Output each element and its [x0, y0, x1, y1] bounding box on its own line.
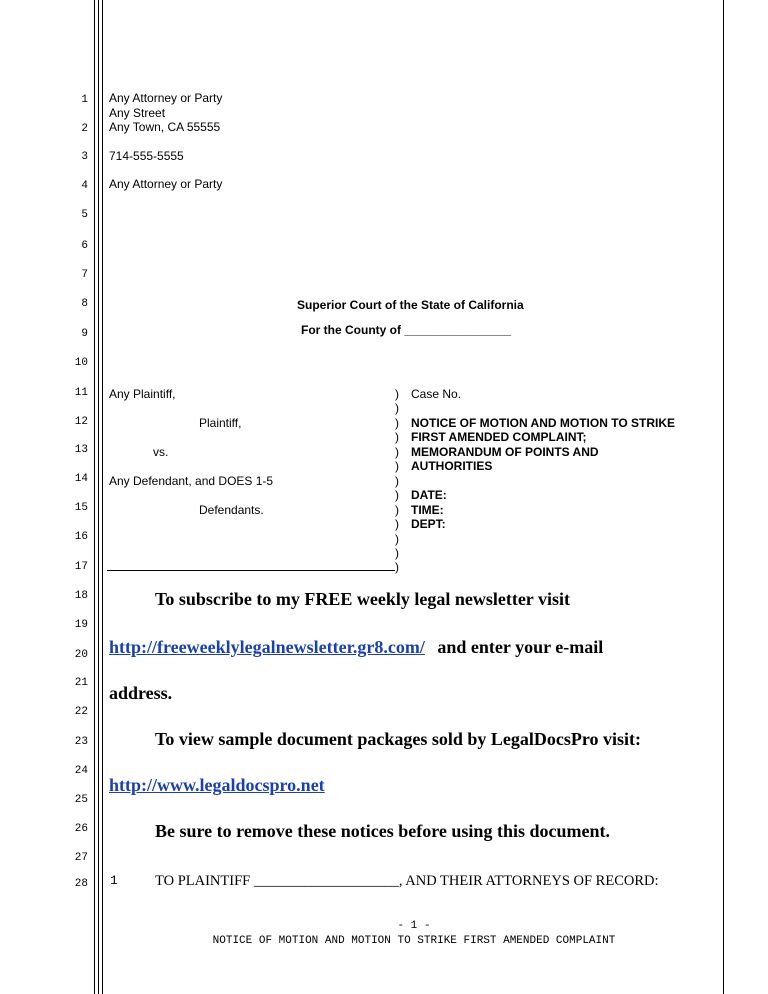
line-number: 4 — [81, 180, 88, 192]
line-number: 20 — [74, 649, 88, 661]
caption-paren: ) — [395, 459, 399, 473]
sample-docs-notice: To view sample document packages sold by LegalDocsPro visit: — [155, 729, 642, 749]
plaintiff-name: Any Plaintiff, — [109, 387, 176, 401]
hearing-dept-label: DEPT: — [411, 517, 446, 531]
document-title-line: MEMORANDUM OF POINTS AND — [411, 445, 599, 459]
page-number: - 1 - — [397, 920, 431, 932]
line-number: 17 — [74, 561, 88, 573]
hearing-date-label: DATE: — [411, 488, 447, 502]
legaldocspro-link-line — [109, 774, 325, 796]
caption-paren: ) — [395, 517, 399, 531]
caption-paren: ) — [395, 503, 399, 517]
caption-paren: ) — [395, 430, 399, 444]
defendant-role: Defendants. — [199, 503, 264, 517]
line-number: 2 — [81, 123, 88, 135]
line-number: 26 — [74, 823, 88, 835]
court-name: Superior Court of the State of California — [297, 298, 524, 312]
line-number: 11 — [74, 387, 88, 399]
line-number: 3 — [81, 151, 88, 163]
newsletter-link[interactable]: http://freeweeklylegalnewsletter.gr8.com/ — [109, 637, 425, 657]
line-number: 14 — [74, 473, 88, 485]
left-margin-rule-outer — [94, 0, 95, 994]
line-number: 23 — [74, 736, 88, 748]
line-number: 22 — [74, 706, 88, 718]
caption-paren: ) — [395, 532, 399, 546]
document-title-line: AUTHORITIES — [411, 459, 493, 473]
line-number: 28 — [74, 878, 88, 890]
body-paragraph-number: 1 — [110, 873, 118, 888]
caption-paren: ) — [395, 401, 399, 415]
attorney-for: Any Attorney or Party — [109, 177, 223, 191]
line-number: 25 — [74, 794, 88, 806]
line-number: 21 — [74, 677, 88, 689]
document-title-line: NOTICE OF MOTION AND MOTION TO STRIKE — [411, 416, 675, 430]
court-county: For the County of ________________ — [301, 323, 512, 337]
line-number: 13 — [74, 444, 88, 456]
line-number: 19 — [74, 619, 88, 631]
line-number: 6 — [81, 240, 88, 252]
line-number: 15 — [74, 502, 88, 514]
caption-paren: ) — [395, 387, 399, 401]
line-number: 5 — [81, 209, 88, 221]
line-number: 7 — [81, 269, 88, 281]
attorney-name: Any Attorney or Party — [109, 91, 223, 105]
caption-paren: ) — [395, 560, 399, 574]
left-margin-rule-pleading — [102, 0, 103, 994]
hearing-time-label: TIME: — [411, 503, 444, 517]
line-number: 12 — [74, 416, 88, 428]
plaintiff-role: Plaintiff, — [199, 416, 242, 430]
line-number: 16 — [74, 531, 88, 543]
line-number: 18 — [74, 590, 88, 602]
line-number: 9 — [81, 328, 88, 340]
newsletter-line-rest: and enter your e-mail — [437, 637, 604, 657]
caption-paren: ) — [395, 474, 399, 488]
caption-paren: ) — [395, 546, 399, 560]
attorney-street: Any Street — [109, 106, 166, 120]
body-paragraph-text: TO PLAINTIFF ____________________, AND THEIR ATTORNEYS OF RECORD: — [155, 873, 659, 889]
line-number: 24 — [74, 765, 88, 777]
caption-paren: ) — [395, 488, 399, 502]
newsletter-address-text: address. — [109, 683, 173, 703]
line-number: 10 — [74, 357, 88, 369]
line-number: 8 — [81, 298, 88, 310]
attorney-phone: 714-555-5555 — [109, 149, 184, 163]
line-number: 1 — [81, 94, 88, 106]
newsletter-notice: To subscribe to my FREE weekly legal newsletter visit — [155, 589, 570, 609]
newsletter-line — [109, 636, 603, 658]
left-margin-rule-inner — [98, 0, 99, 994]
legaldocspro-link[interactable]: http://www.legaldocspro.net — [109, 775, 325, 795]
attorney-city: Any Town, CA 55555 — [109, 120, 221, 134]
defendant-name: Any Defendant, and DOES 1-5 — [109, 474, 274, 488]
caption-paren: ) — [395, 445, 399, 459]
document-title-line: FIRST AMENDED COMPLAINT; — [411, 430, 587, 444]
versus-label: vs. — [153, 445, 169, 459]
footer-title: NOTICE OF MOTION AND MOTION TO STRIKE FIRST AMENDED COMPLAINT — [212, 935, 616, 947]
caption-underline — [107, 570, 395, 571]
caption-paren: ) — [395, 416, 399, 430]
line-number: 27 — [74, 852, 88, 864]
remove-notices-warning: Be sure to remove these notices before using this document. — [155, 821, 610, 841]
right-margin-rule — [723, 0, 724, 994]
case-number-label: Case No. — [411, 387, 462, 401]
